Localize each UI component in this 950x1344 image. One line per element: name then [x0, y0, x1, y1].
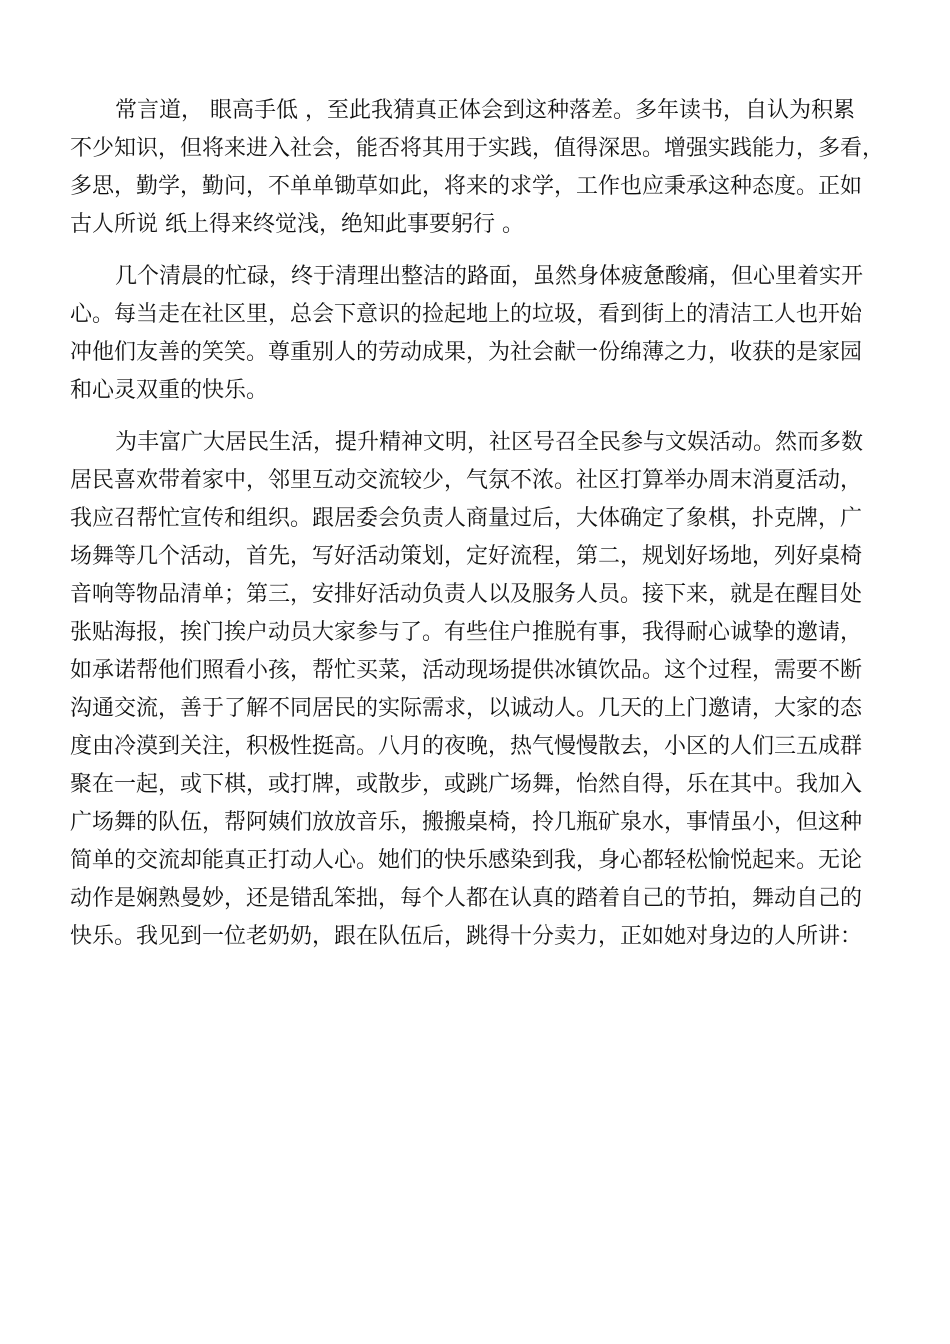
document-body — [70, 92, 890, 956]
paragraph-3-line-11: 广场舞的队伍，帮阿姨们放放音乐，搬搬桌椅，拎几瓶矿泉水，事情虽小，但这种 — [70, 810, 863, 835]
paragraph-3-line-3: 我应召帮忙宣传和组织。跟居委会负责人商量过后，大体确定了象棋，扑克牌，广 — [70, 506, 863, 531]
paragraph-3-line-14: 快乐。我见到一位老奶奶，跟在队伍后，跳得十分卖力，正如她对身边的人所讲： — [70, 924, 863, 949]
paragraph-3-line-4: 场舞等几个活动，首先，写好活动策划，定好流程，第二，规划好场地，列好桌椅 — [70, 544, 863, 569]
paragraph-3-line-9: 度由冷漠到关注，积极性挺高。八月的夜晚，热气慢慢散去，小区的人们三五成群 — [70, 734, 863, 759]
paragraph-3-line-10: 聚在一起，或下棋，或打牌，或散步，或跳广场舞，怡然自得，乐在其中。我加入 — [70, 772, 863, 797]
paragraph-3-line-7: 如承诺帮他们照看小孩，帮忙买菜，活动现场提供冰镇饮品。这个过程，需要不断 — [70, 658, 863, 683]
paragraph-3-line-2: 居民喜欢带着家中，邻里互动交流较少，气氛不浓。社区打算举办周末消夏活动， — [70, 468, 863, 493]
paragraph-2-line-4: 和心灵双重的快乐。 — [70, 378, 269, 403]
paragraph-3-line-6: 张贴海报，挨门挨户动员大家参与了。有些住户推脱有事，我得耐心诚挚的邀请， — [70, 620, 863, 645]
paragraph-3-line-5: 音响等物品清单；第三，安排好活动负责人以及服务人员。接下来，就是在醒目处 — [70, 582, 863, 607]
paragraph-1-line-1: 常言道， 眼高手低 ，至此我猜真正体会到这种落差。多年读书，自认为积累 — [115, 98, 855, 123]
paragraph-1-line-3: 多思，勤学，勤问，不单单锄草如此，将来的求学，工作也应秉承这种态度。正如 — [70, 174, 863, 199]
paragraph-3-line-12: 简单的交流却能真正打动人心。她们的快乐感染到我，身心都轻松愉悦起来。无论 — [70, 848, 863, 873]
paragraph-3-line-8: 沟通交流，善于了解不同居民的实际需求，以诚动人。几天的上门邀请，大家的态 — [70, 696, 863, 721]
paragraph-2-line-1: 几个清晨的忙碌，终于清理出整洁的路面，虽然身体疲惫酸痛，但心里着实开 — [115, 264, 864, 289]
paragraph-2-line-2: 心。每当走在社区里，总会下意识的捡起地上的垃圾，看到街上的清洁工人也开始 — [70, 302, 863, 327]
paragraph-3-line-1: 为丰富广大居民生活，提升精神文明，社区号召全民参与文娱活动。然而多数 — [115, 430, 864, 455]
paragraph-1-line-4: 古人所说 纸上得来终觉浅，绝知此事要躬行 。 — [70, 212, 524, 237]
paragraph-2-line-3: 冲他们友善的笑笑。尊重别人的劳动成果，为社会献一份绵薄之力，收获的是家园 — [70, 340, 863, 365]
paragraph-3-line-13: 动作是娴熟曼妙，还是错乱笨拙，每个人都在认真的踏着自己的节拍，舞动自己的 — [70, 886, 863, 911]
paragraph-1-line-2: 不少知识，但将来进入社会，能否将其用于实践，值得深思。增强实践能力，多看， — [70, 136, 885, 161]
